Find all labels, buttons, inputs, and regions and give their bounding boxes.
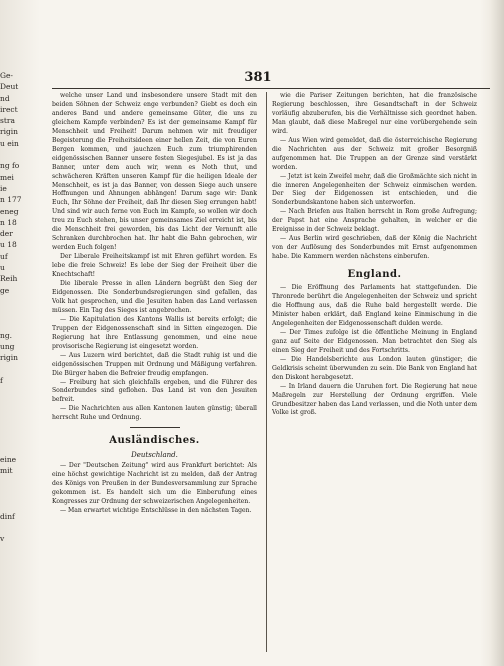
- article-paragraph: — Die Nachrichten aus allen Kantonen lauten günstig; überall herrscht Ruhe und Ordnung.: [52, 405, 257, 422]
- edge-fragment: [0, 307, 28, 318]
- edge-fragment: dinf: [0, 511, 15, 521]
- section-heading: Ausländisches.: [109, 435, 200, 447]
- edge-fragment: mit: [0, 466, 13, 476]
- edge-fragment: eine: [0, 455, 17, 465]
- section-heading: England.: [347, 269, 402, 281]
- edge-fragment: ng fo: [0, 161, 20, 171]
- edge-fragment: uf: [0, 251, 8, 261]
- edge-fragment: [0, 386, 28, 397]
- edge-fragment: [0, 296, 28, 307]
- article-paragraph: — Aus Berlin wird geschrieben, daß der König die Nachricht von der Auflösung des Sonderbundes mit Ernst aufgenommen habe. Die Kammern werden nächstens einberufen.: [272, 235, 477, 261]
- article-paragraph: — Die Eröffnung des Parlaments hat stattgefunden. Die Thronrede berührt die Angelegenheiten der Schweiz und spricht die Hoffnung aus, daß die Ruhe bald hergestellt werde. Die Minister haben erklärt, daß England keine Einmischung in die Angelegenheiten der Eidgenossenschaft dulden werde.: [272, 284, 477, 327]
- article-paragraph: Die liberale Presse in allen Ländern begrüßt den Sieg der Eidgenossen. Die Sonderbundsregierungen sind gefallen, das Volk hat gesprochen, und die Jesuiten haben das Land verlassen müssen. Ein Tag des Sieges ist angebrochen.: [52, 280, 257, 314]
- article-paragraph: — Jetzt ist kein Zweifel mehr, daß die Großmächte sich nicht in die inneren Angelegenheiten der Schweiz einmischen werden. Der Sieg der Eidgenossen ist entschieden, und die Sonderbundskantone haben sich unterworfen.: [272, 172, 477, 207]
- edge-fragment: [0, 398, 28, 409]
- edge-fragment: [0, 319, 28, 330]
- article-paragraph: — Aus Wien wird gemeldet, daß die österreichische Regierung die Nachrichten aus der Schweiz mit großer Besorgniß aufgenommen hat. Die Truppen an der Grenze sind verstärkt worden.: [272, 136, 477, 171]
- edge-fragment: [0, 499, 28, 510]
- header-rule: [52, 88, 490, 89]
- article-paragraph: Der Liberale Freiheitskampf ist mit Ehren geführt worden. Es lebe die freie Schweiz! Es lebe der Sieg der Freiheit über die Knechtschaft!: [52, 253, 257, 279]
- article-paragraph: welche unser Land und insbesondere unsere Stadt mit den beiden Söhnen der Schweiz enge verbunden? Giebt es doch ein anderes Band und andere gemeinsame Güter, die uns zu gleichem Kampfe verbinden? Es ist der gemeinsame Kampf für Menschheit und Freiheit! Darum nehmen wir mit freudiger Begeisterung die Freiheitsideen einer hellen Zeit, die von Euren Bergen kommen, und jauchzen Euch zum triumphirenden eidgenössischen Banner unsere festen Siegesjubel. Es ist ja das Banner, unter dem auch wir, wenn es Noth thut, und schwächeren Kräften unseren Kampf für die heiligen Ideale der Menschheit, es ist ja das Banner, von dessen Siege auch unsere Hoffnungen und Ahnungen abhängen! Darum sage wir: Dank Euch, Ihr Söhne der Freiheit, daß Ihr diesen Sieg errungen habt! Und sind wir auch ferne von Euch im Kampfe, so wollen wir doch treu zu Euch stehen, bis unser gemeinsames Ziel erreicht ist, bis die Menschheit frei geworden, bis das Licht der Vernunft alle Schranken durchbrochen hat. Ihr habt die Bahn gebrochen, wir werden Euch folgen!: [52, 92, 257, 252]
- edge-fragment: stra: [0, 116, 15, 126]
- edge-fragment: v: [0, 534, 5, 544]
- edge-fragment: [0, 420, 28, 431]
- edge-fragment: rigin: [0, 127, 19, 137]
- article-paragraph: — In Irland dauern die Unruhen fort. Die Regierung hat neue Maßregeln zur Herstellung der Ordnung ergriffen. Viele Grundbesitzer haben das Land verlassen, und die Noth unter dem Volke ist groß.: [272, 382, 477, 417]
- left-column: [52, 92, 257, 652]
- edge-fragment: Ge-: [0, 71, 13, 80]
- edge-fragment: [0, 488, 28, 499]
- edge-fragment: f: [0, 376, 3, 386]
- page-edge-shadow: [490, 0, 504, 666]
- edge-fragment: [0, 556, 28, 567]
- edge-fragment: [0, 409, 28, 420]
- article-paragraph: — Die Kapitulation des Kantons Wallis ist bereits erfolgt; die Truppen der Eidgenossenschaft sind in Sitten eingezogen. Die Regierung hat ihre Entlassung genommen, und eine neue provisorische Regierung ist eingesetzt worden.: [52, 315, 257, 350]
- edge-fragment: ie: [0, 183, 7, 193]
- edge-fragment: [0, 149, 28, 160]
- edge-fragment: [0, 522, 28, 533]
- edge-fragment: [0, 432, 28, 443]
- edge-fragment: [0, 477, 28, 488]
- edge-fragment: rigin: [0, 353, 19, 363]
- article-paragraph: — Freiburg hat sich gleichfalls ergeben, und die Führer des Sonderbundes sind geflohen. Das Land ist von den Jesuiten befreit.: [52, 378, 257, 404]
- edge-fragment: n 177: [0, 195, 22, 205]
- article-paragraph: — Der Times zufolge ist die öffentliche Meinung in England ganz auf Seite der Eidgenossen. Man betrachtet den Sieg als einen Sieg der Freiheit und des Fortschritts.: [272, 328, 477, 354]
- edge-fragment: mei: [0, 172, 14, 182]
- edge-fragment: u 18: [0, 240, 17, 250]
- edge-fragment: n 18: [0, 217, 17, 227]
- edge-fragment: der: [0, 229, 13, 239]
- edge-fragment: u ein: [0, 138, 19, 148]
- article-paragraph: — Die Handelsberichte aus London lauten günstiger; die Geldkrisis scheint überwunden zu sein. Die Bank von England hat den Diskont herabgesetzt.: [272, 355, 477, 381]
- article-paragraph: — Der "Deutschen Zeitung" wird aus Frankfurt berichtet: Als eine höchst gewichtige Nachricht ist zu melden, daß der Antrag des Königs von Preußen in der Bundesversammlung zur Sprache gekommen ist. Es handelt sich um die Einberufung eines Kongresses zur Ordnung der schweizerischen Angelegenheiten.: [52, 462, 257, 506]
- edge-fragment: Deut: [0, 82, 19, 92]
- section-subheading: Deutschland.: [131, 451, 178, 460]
- edge-fragment: Reih: [0, 274, 18, 284]
- edge-fragment: [0, 364, 28, 375]
- edge-fragment: [0, 443, 28, 454]
- article-paragraph: wie die Pariser Zeitungen berichten, hat die französische Regierung beschlossen, ihre Gesandtschaft in der Schweiz vorläufig abzuberufen, bis die Verhältnisse sich geordnet haben. Man glaubt, daß diese Maßregel nur eine vorübergehende sein wird.: [272, 92, 477, 135]
- adjacent-page-fragments: [0, 70, 28, 590]
- edge-fragment: ung: [0, 342, 15, 352]
- edge-fragment: eneg: [0, 206, 19, 216]
- edge-fragment: [0, 567, 28, 578]
- page-number: 381: [244, 70, 272, 85]
- edge-fragment: [0, 544, 28, 555]
- edge-fragment: irect: [0, 104, 18, 114]
- article-paragraph: — Aus Luzern wird berichtet, daß die Stadt ruhig ist und die eidgenössischen Truppen mit Ordnung und Mäßigung verfahren. Die Bürger haben die Befreier freudig empfangen.: [52, 351, 257, 377]
- section-rule: [130, 427, 180, 428]
- article-paragraph: — Nach Briefen aus Italien herrscht in Rom große Aufregung; der Papst hat eine Ansprache gehalten, in welcher er die Ereignisse in der Schweiz beklagt.: [272, 208, 477, 234]
- edge-fragment: nd: [0, 93, 10, 103]
- column-divider: [266, 92, 267, 652]
- edge-fragment: ng.: [0, 330, 13, 340]
- right-column: [272, 92, 477, 652]
- article-paragraph: — Man erwartet wichtige Entschlüsse in den nächsten Tagen.: [60, 507, 252, 515]
- edge-fragment: ge: [0, 285, 10, 295]
- edge-fragment: u: [0, 263, 5, 273]
